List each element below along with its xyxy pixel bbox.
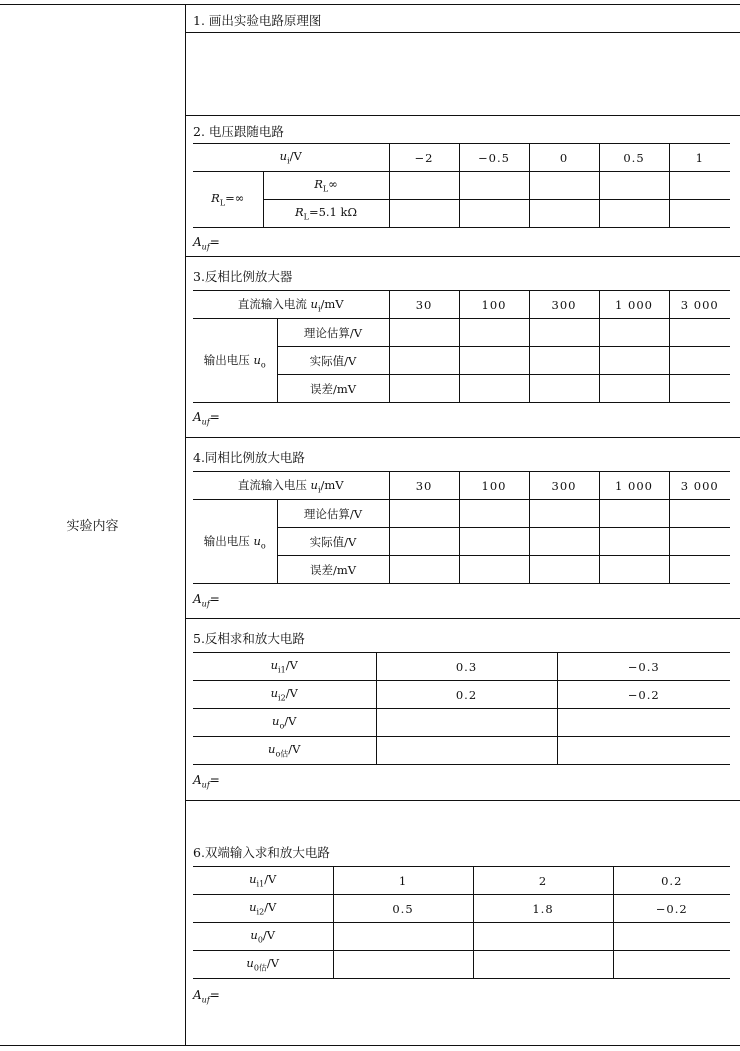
differential-sum-table — [193, 866, 730, 979]
s5-row-label: $u_{i2}/V$ — [193, 681, 376, 709]
cell[interactable] — [389, 500, 459, 528]
section-5-rule — [185, 800, 740, 801]
s5-value: −0.2 — [557, 681, 730, 709]
section-4-title: 4.同相比例放大电路 — [193, 450, 305, 465]
s5-value: 0.2 — [376, 681, 557, 709]
s3-header-label: 直流输入电流 $u_i/mV$ — [193, 291, 389, 319]
s2-header-label: $u_i/V$ — [193, 144, 389, 172]
cell[interactable] — [613, 951, 730, 979]
cell[interactable] — [599, 500, 669, 528]
s3-value: 3 000 — [669, 291, 730, 319]
cell[interactable] — [473, 951, 613, 979]
section-3-rule — [185, 437, 740, 438]
s2-value: −0.5 — [459, 144, 529, 172]
cell[interactable] — [529, 200, 599, 228]
cell[interactable] — [529, 556, 599, 584]
s4-value: 300 — [529, 472, 599, 500]
s2-value: 0.5 — [599, 144, 669, 172]
s6-row-label: $u_{i2}/V$ — [193, 895, 333, 923]
cell[interactable] — [459, 375, 529, 403]
section-1-title: 1. 画出实验电路原理图 — [193, 13, 322, 28]
section-2-title: 2. 电压跟随电路 — [193, 124, 284, 139]
cell[interactable] — [459, 528, 529, 556]
s4-row-label: 误差/mV — [277, 556, 389, 584]
s5-row-label: $u_{i1}/V$ — [193, 653, 376, 681]
s2-group-label: $R_L=\infty$ — [193, 172, 263, 228]
s2-row1-label: $R_L\infty$ — [263, 172, 389, 200]
cell[interactable] — [389, 528, 459, 556]
s3-auf: $A_{uf}=$ — [193, 410, 220, 427]
cell[interactable] — [613, 923, 730, 951]
s6-value: 1.8 — [473, 895, 613, 923]
cell[interactable] — [669, 375, 730, 403]
cell[interactable] — [529, 319, 599, 347]
s4-value: 3 000 — [669, 472, 730, 500]
s4-row-label: 理论估算/V — [277, 500, 389, 528]
cell[interactable] — [557, 737, 730, 765]
cell[interactable] — [459, 319, 529, 347]
s3-value: 300 — [529, 291, 599, 319]
cell[interactable] — [389, 556, 459, 584]
s3-group-label: 输出电压 $u_o$ — [193, 319, 277, 403]
cell[interactable] — [389, 319, 459, 347]
s5-value: 0.3 — [376, 653, 557, 681]
s6-value: −0.2 — [613, 895, 730, 923]
cell[interactable] — [599, 172, 669, 200]
cell[interactable] — [459, 347, 529, 375]
cell[interactable] — [669, 528, 730, 556]
s6-value: 0.5 — [333, 895, 473, 923]
s2-value: 1 — [669, 144, 730, 172]
s6-row-label: $u_{i1}/V$ — [193, 867, 333, 895]
section-2-rule — [185, 256, 740, 257]
cell[interactable] — [669, 319, 730, 347]
cell[interactable] — [459, 500, 529, 528]
cell[interactable] — [389, 375, 459, 403]
side-label: 实验内容 — [66, 519, 119, 534]
s6-row-label: $u_0/V$ — [193, 923, 333, 951]
top-border — [0, 4, 740, 5]
cell[interactable] — [529, 347, 599, 375]
cell[interactable] — [669, 500, 730, 528]
cell[interactable] — [529, 375, 599, 403]
bottom-border — [0, 1045, 740, 1046]
s2-value: 0 — [529, 144, 599, 172]
s3-value: 1 000 — [599, 291, 669, 319]
s6-row-label: $u_{0估}/V$ — [193, 951, 333, 979]
cell[interactable] — [669, 200, 730, 228]
s2-row2-label: $R_L=5.1$ kΩ — [263, 200, 389, 228]
cell[interactable] — [473, 923, 613, 951]
s3-row-label: 实际值/V — [277, 347, 389, 375]
cell[interactable] — [669, 172, 730, 200]
s6-auf: $A_{uf}=$ — [193, 988, 220, 1005]
cell[interactable] — [333, 951, 473, 979]
s6-value: 0.2 — [613, 867, 730, 895]
cell[interactable] — [599, 347, 669, 375]
cell[interactable] — [376, 737, 557, 765]
cell[interactable] — [529, 172, 599, 200]
cell[interactable] — [669, 556, 730, 584]
s6-value: 2 — [473, 867, 613, 895]
noninverting-amp-table — [193, 471, 730, 584]
s4-value: 30 — [389, 472, 459, 500]
cell[interactable] — [459, 200, 529, 228]
s4-value: 100 — [459, 472, 529, 500]
cell[interactable] — [529, 528, 599, 556]
cell[interactable] — [599, 375, 669, 403]
s3-value: 100 — [459, 291, 529, 319]
s4-value: 1 000 — [599, 472, 669, 500]
s4-auf: $A_{uf}=$ — [193, 592, 220, 609]
inverting-sum-table — [193, 652, 730, 765]
s4-group-label: 输出电压 $u_o$ — [193, 500, 277, 584]
s5-row-label: $u_{o估}/V$ — [193, 737, 376, 765]
s5-row-label: $u_o/V$ — [193, 709, 376, 737]
cell[interactable] — [557, 709, 730, 737]
s2-auf: $A_{uf}=$ — [193, 235, 220, 252]
s6-value: 1 — [333, 867, 473, 895]
section-1-title-rule — [185, 32, 740, 33]
cell[interactable] — [389, 347, 459, 375]
cell[interactable] — [459, 172, 529, 200]
voltage-follower-table — [193, 143, 730, 228]
column-divider — [185, 4, 186, 1045]
section-6-title: 6.双端输入求和放大电路 — [193, 845, 330, 860]
cell[interactable] — [599, 556, 669, 584]
section-4-rule — [185, 618, 740, 619]
cell[interactable] — [529, 500, 599, 528]
s3-value: 30 — [389, 291, 459, 319]
s2-value: −2 — [389, 144, 459, 172]
cell[interactable] — [599, 528, 669, 556]
s5-auf: $A_{uf}=$ — [193, 773, 220, 790]
section-3-title: 3.反相比例放大器 — [193, 269, 293, 284]
cell[interactable] — [669, 347, 730, 375]
cell[interactable] — [459, 556, 529, 584]
s4-header-label: 直流输入电压 $u_i/mV$ — [193, 472, 389, 500]
s3-row-label: 理论估算/V — [277, 319, 389, 347]
cell[interactable] — [389, 200, 459, 228]
s3-row-label: 误差/mV — [277, 375, 389, 403]
s5-value: −0.3 — [557, 653, 730, 681]
cell[interactable] — [389, 172, 459, 200]
cell[interactable] — [599, 200, 669, 228]
section-5-title: 5.反相求和放大电路 — [193, 631, 305, 646]
cell[interactable] — [376, 709, 557, 737]
inverting-amp-table — [193, 290, 730, 403]
cell[interactable] — [333, 923, 473, 951]
section-1-rule — [185, 115, 740, 116]
s4-row-label: 实际值/V — [277, 528, 389, 556]
cell[interactable] — [599, 319, 669, 347]
